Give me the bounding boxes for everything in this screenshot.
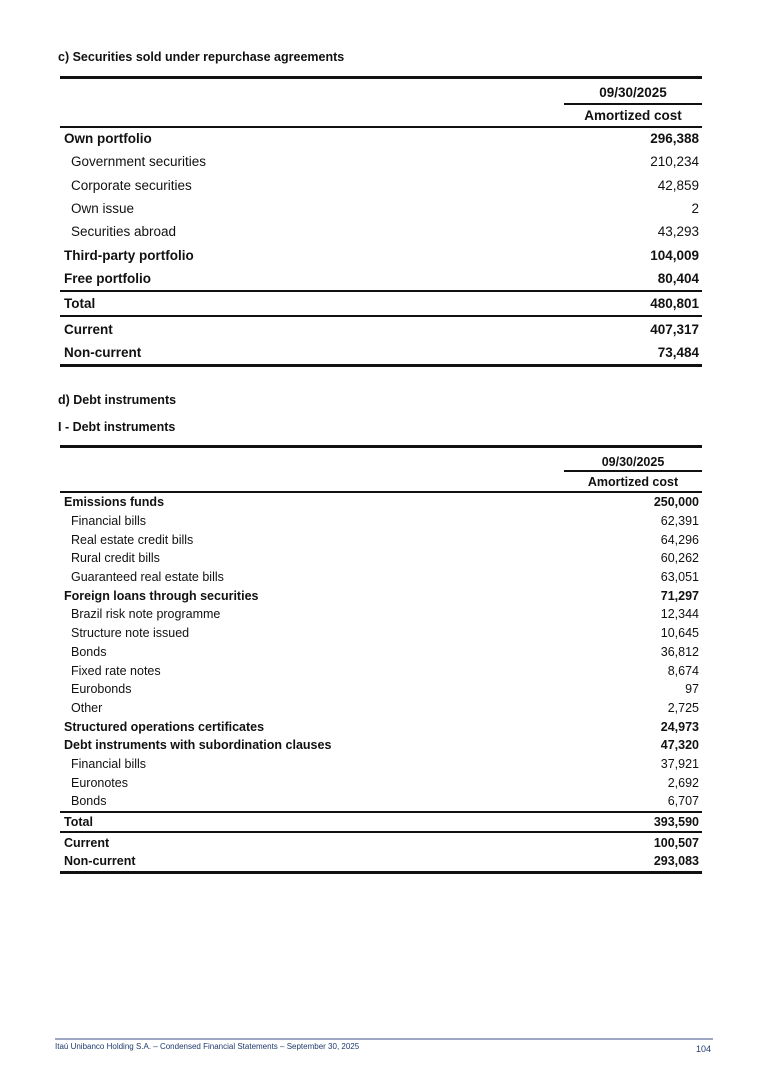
- table-row: [60, 549, 702, 568]
- section-d-subtitle: I - Debt instruments: [58, 420, 176, 434]
- page-number: 104: [695, 1044, 711, 1054]
- table-row: [60, 150, 702, 173]
- section-c-title: c) Securities sold under repurchase agreements: [58, 50, 345, 64]
- table-row: [60, 174, 702, 197]
- non-current-label: Non-current: [64, 854, 136, 869]
- table-row: [60, 624, 702, 643]
- total-row: [60, 813, 702, 832]
- repurchase-agreements-table: [60, 76, 702, 367]
- row-value: 37,921: [660, 756, 699, 771]
- column-header-measure: Amortized cost: [584, 108, 682, 123]
- total-value: 393,590: [653, 815, 699, 830]
- row-label: Eurobonds: [71, 682, 132, 697]
- table-row: [60, 661, 702, 680]
- current-value: 407,317: [650, 321, 699, 337]
- table-row: [60, 680, 702, 699]
- table-row: [60, 127, 702, 150]
- row-value: 24,973: [660, 719, 699, 734]
- header-bottom-rule: [60, 126, 702, 128]
- row-value: 71,297: [660, 588, 699, 603]
- row-value: 296,388: [650, 131, 699, 147]
- non-current-value: 73,484: [657, 344, 699, 360]
- table-row: [60, 568, 702, 587]
- current-value: 100,507: [653, 835, 699, 850]
- non-current-row: [60, 852, 702, 871]
- debt-instruments-table: [60, 445, 702, 874]
- row-label: Brazil risk note programme: [71, 607, 221, 622]
- row-label: Fixed rate notes: [71, 663, 161, 678]
- table-bottom-rule: [60, 364, 702, 367]
- row-value: 210,234: [650, 154, 699, 170]
- section-d-title: d) Debt instruments: [58, 393, 177, 407]
- row-value: 60,262: [660, 551, 699, 566]
- current-label: Current: [64, 321, 113, 337]
- table-header: [60, 448, 702, 493]
- table-row: [60, 736, 702, 755]
- row-label: Bonds: [71, 644, 107, 659]
- row-value: 10,645: [660, 626, 699, 641]
- current-label: Current: [64, 835, 110, 850]
- row-value: 97: [685, 682, 699, 697]
- table-row: [60, 197, 702, 220]
- row-label: Corporate securities: [71, 177, 192, 193]
- row-label: Other: [71, 700, 103, 715]
- footer-text: Itaú Unibanco Holding S.A. – Condensed Financial Statements – September 30, 2025: [55, 1042, 360, 1051]
- table-row: [60, 717, 702, 736]
- row-label: Financial bills: [71, 514, 147, 529]
- total-row: [60, 292, 702, 315]
- row-label: Debt instruments with subordination clauses: [64, 738, 332, 753]
- current-row: [60, 317, 702, 340]
- row-value: 62,391: [660, 514, 699, 529]
- header-divider: [564, 470, 702, 472]
- total-label: Total: [64, 815, 93, 830]
- row-value: 12,344: [660, 607, 699, 622]
- row-label: Emissions funds: [64, 495, 165, 510]
- table-row: [60, 586, 702, 605]
- row-label: Foreign loans through securities: [64, 588, 259, 603]
- row-label: Own portfolio: [64, 131, 152, 147]
- non-current-row: [60, 341, 702, 364]
- column-header-measure: Amortized cost: [587, 475, 679, 489]
- row-label: Bonds: [71, 794, 107, 809]
- row-label: Securities abroad: [71, 224, 177, 240]
- row-value: 43,293: [657, 224, 699, 240]
- non-current-label: Non-current: [64, 344, 142, 360]
- total-label: Total: [64, 296, 96, 312]
- row-value: 42,859: [657, 177, 699, 193]
- footer-rule: [55, 1038, 713, 1040]
- non-current-value: 293,083: [653, 854, 699, 869]
- row-label: Rural credit bills: [71, 551, 160, 566]
- table-row: [60, 773, 702, 792]
- table-row: [60, 267, 702, 290]
- row-label: Guaranteed real estate bills: [71, 570, 224, 585]
- column-header-date: 09/30/2025: [599, 85, 667, 100]
- table-bottom-rule: [60, 871, 702, 874]
- row-value: 104,009: [650, 247, 699, 263]
- row-label: Government securities: [71, 154, 207, 170]
- total-value: 480,801: [650, 296, 699, 312]
- table-row: [60, 220, 702, 243]
- table-row: [60, 493, 702, 512]
- row-value: 80,404: [657, 270, 699, 286]
- table-row: [60, 530, 702, 549]
- table-row: [60, 755, 702, 774]
- row-value: 250,000: [653, 495, 699, 510]
- header-divider: [564, 103, 702, 105]
- table-row: [60, 512, 702, 531]
- row-label: Structured operations certificates: [64, 719, 265, 734]
- table-row: [60, 792, 702, 811]
- column-header-date: 09/30/2025: [601, 455, 665, 469]
- table-row: [60, 605, 702, 624]
- row-value: 2,725: [667, 700, 699, 715]
- row-value: 63,051: [660, 570, 699, 585]
- row-label: Free portfolio: [64, 270, 151, 286]
- table-row: [60, 243, 702, 266]
- row-value: 36,812: [660, 644, 699, 659]
- row-label: Real estate credit bills: [71, 532, 194, 547]
- row-label: Structure note issued: [71, 626, 190, 641]
- row-value: 8,674: [667, 663, 699, 678]
- table-header: [60, 79, 702, 127]
- row-label: Euronotes: [71, 775, 128, 790]
- table-row: [60, 643, 702, 662]
- row-label: Own issue: [71, 201, 135, 217]
- header-bottom-rule: [60, 491, 702, 493]
- row-label: Financial bills: [71, 756, 147, 771]
- row-label: Third-party portfolio: [64, 247, 194, 263]
- row-value: 2: [691, 201, 699, 217]
- row-value: 2,692: [667, 775, 699, 790]
- row-value: 47,320: [660, 738, 699, 753]
- row-value: 6,707: [667, 794, 699, 809]
- row-value: 64,296: [660, 532, 699, 547]
- table-row: [60, 699, 702, 718]
- current-row: [60, 833, 702, 852]
